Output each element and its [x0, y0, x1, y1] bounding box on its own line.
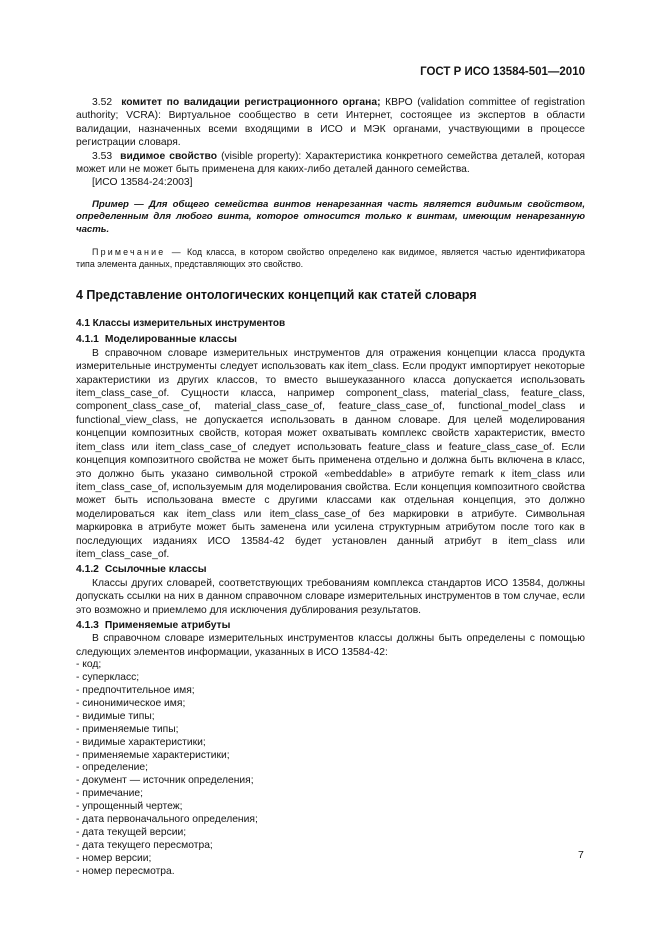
list-item: - суперкласс;: [76, 672, 140, 684]
document-header: ГОСТ Р ИСО 13584-501—2010: [420, 66, 585, 78]
example-label: Пример —: [92, 198, 144, 210]
page-number: 7: [578, 849, 584, 861]
list-item: - синонимическое имя;: [76, 697, 186, 709]
term-definition: КВРО (validation committee of registration authority; VCRA): Виртуальное сообщество в сети Интернет, состоящее из экспертов в области валидации, назначенных всеми входящими в ИСО и МЭК органами, участвующими в процессе регистрации словаря.: [76, 97, 585, 149]
attribute-list: [76, 659, 585, 878]
term-3-52: [76, 96, 585, 150]
list-item: - видимые типы;: [76, 710, 155, 722]
list-item: - документ — источник определения;: [76, 775, 254, 787]
list-item: - видимые характеристики;: [76, 736, 206, 748]
list-item: - код;: [76, 659, 102, 671]
term-source: [ИСО 13584-24:2003]: [92, 177, 193, 189]
note-text: Код класса, в котором свойство определено как видимое, является частью идентификатора типа элемента данных, представляющих это свойство.: [76, 246, 585, 269]
list-item: - примечание;: [76, 788, 143, 800]
section-title: Моделированные классы: [104, 334, 237, 346]
list-item: - дата текущей версии;: [76, 826, 187, 838]
section-4-1-1-heading: [76, 333, 585, 346]
note-paragraph: [76, 246, 585, 270]
section-4-1-2-heading: [76, 563, 585, 576]
section-title: Применяемые атрибуты: [104, 619, 231, 631]
section-number: 4.1.2: [76, 564, 99, 576]
section-number: 4.1.1: [76, 334, 99, 346]
page-content: [76, 96, 585, 879]
term-number: 3.52: [92, 97, 113, 108]
term-3-53: [76, 150, 585, 177]
section-4-1-2-body: Классы других словарей, соответствующих требованиям комплекса стандартов ИСО 13584, должны допускать ссылки на них в данном справочном словаре измерительных инструментов в том случае, если это возможно и приемлемо для исключения дублирования результатов.: [76, 577, 585, 616]
example-text: Для общего семейства винтов ненарезанная часть является видимым свойством, определенным для любого винта, которое относится только к винтам, имеющим ненарезанную часть.: [76, 198, 585, 236]
section-4-heading: 4 Представление онтологических концепций как статей словаря: [76, 287, 477, 302]
list-item: - номер пересмотра.: [76, 865, 175, 877]
term-number: 3.53: [92, 150, 113, 162]
note-label: Примечание —: [92, 246, 183, 257]
list-item: - дата текущего пересмотра;: [76, 839, 213, 851]
section-number: 4.1.3: [76, 619, 99, 631]
section-4-1-heading: 4.1 Классы измерительных инструментов: [76, 318, 286, 330]
list-item: - номер версии;: [76, 852, 152, 864]
section-4-1-3-heading: [76, 619, 585, 632]
list-item: - предпочтительное имя;: [76, 685, 195, 696]
section-4-1-1-body: В справочном словаре измерительных инструментов для отражения концепции класса продукта измерительные инструменты следует использовать как item_class. Если продукт импортирует некоторые характеристики из других классов, то вместо вышеуказанного класса допускается использовать item_class_case_of. Сущности класса, например component_class, material_class, feature_class, component_class_case_of, material_class_case_of, feature_class_case_of, functional_model_class и functional_view_class, не допускается использовать в данном словаре. Для целей моделирования концепции композитных свойств, которая может охватывать комплекс свойств характеристик, вместо item_class или item_class_case_of следует использовать feature_class и feature_class_case_of. Если концепция композитного свойства не может быть применена отдельно и должна быть включена в класс, это должно быть указано символьной строкой «embeddable» в атрибуте remark к item_class или item_class_case_of, используемым для моделирования свойства. Если концепция композитного свойства может быть использована вместе с другими классами как отдельная концепция, это должно моделироваться как item_class или item_class_case_of без маркировки в атрибуте. Символьная маркировка в атрибуте может быть заменена или усилена структурным атрибутом после того как в последующих изданиях ИСО 13584-42 будет установлен данный атрибут в item_class или item_class_case_of.: [76, 347, 585, 560]
section-4-1-3-body: В справочном словаре измерительных инструментов классы должны быть определены с помощью следующих элементов информации, указанных в ИСО 13584-42:: [76, 633, 585, 658]
term-name: видимое свойство: [120, 150, 218, 162]
section-title: Ссылочные классы: [104, 564, 207, 576]
term-name: комитет по валидации регистрационного органа;: [121, 97, 381, 108]
list-item: - применяемые характеристики;: [76, 749, 230, 761]
example-paragraph: [76, 199, 585, 237]
list-item: - определение;: [76, 762, 148, 774]
list-item: - упрощенный чертеж;: [76, 801, 183, 813]
term-definition: (visible property): Характеристика конкретного семейства деталей, которая может или не может быть применена для каких-либо деталей данного семейства.: [76, 150, 585, 176]
list-item: - дата первоначального определения;: [76, 814, 258, 826]
list-item: - применяемые типы;: [76, 723, 179, 735]
